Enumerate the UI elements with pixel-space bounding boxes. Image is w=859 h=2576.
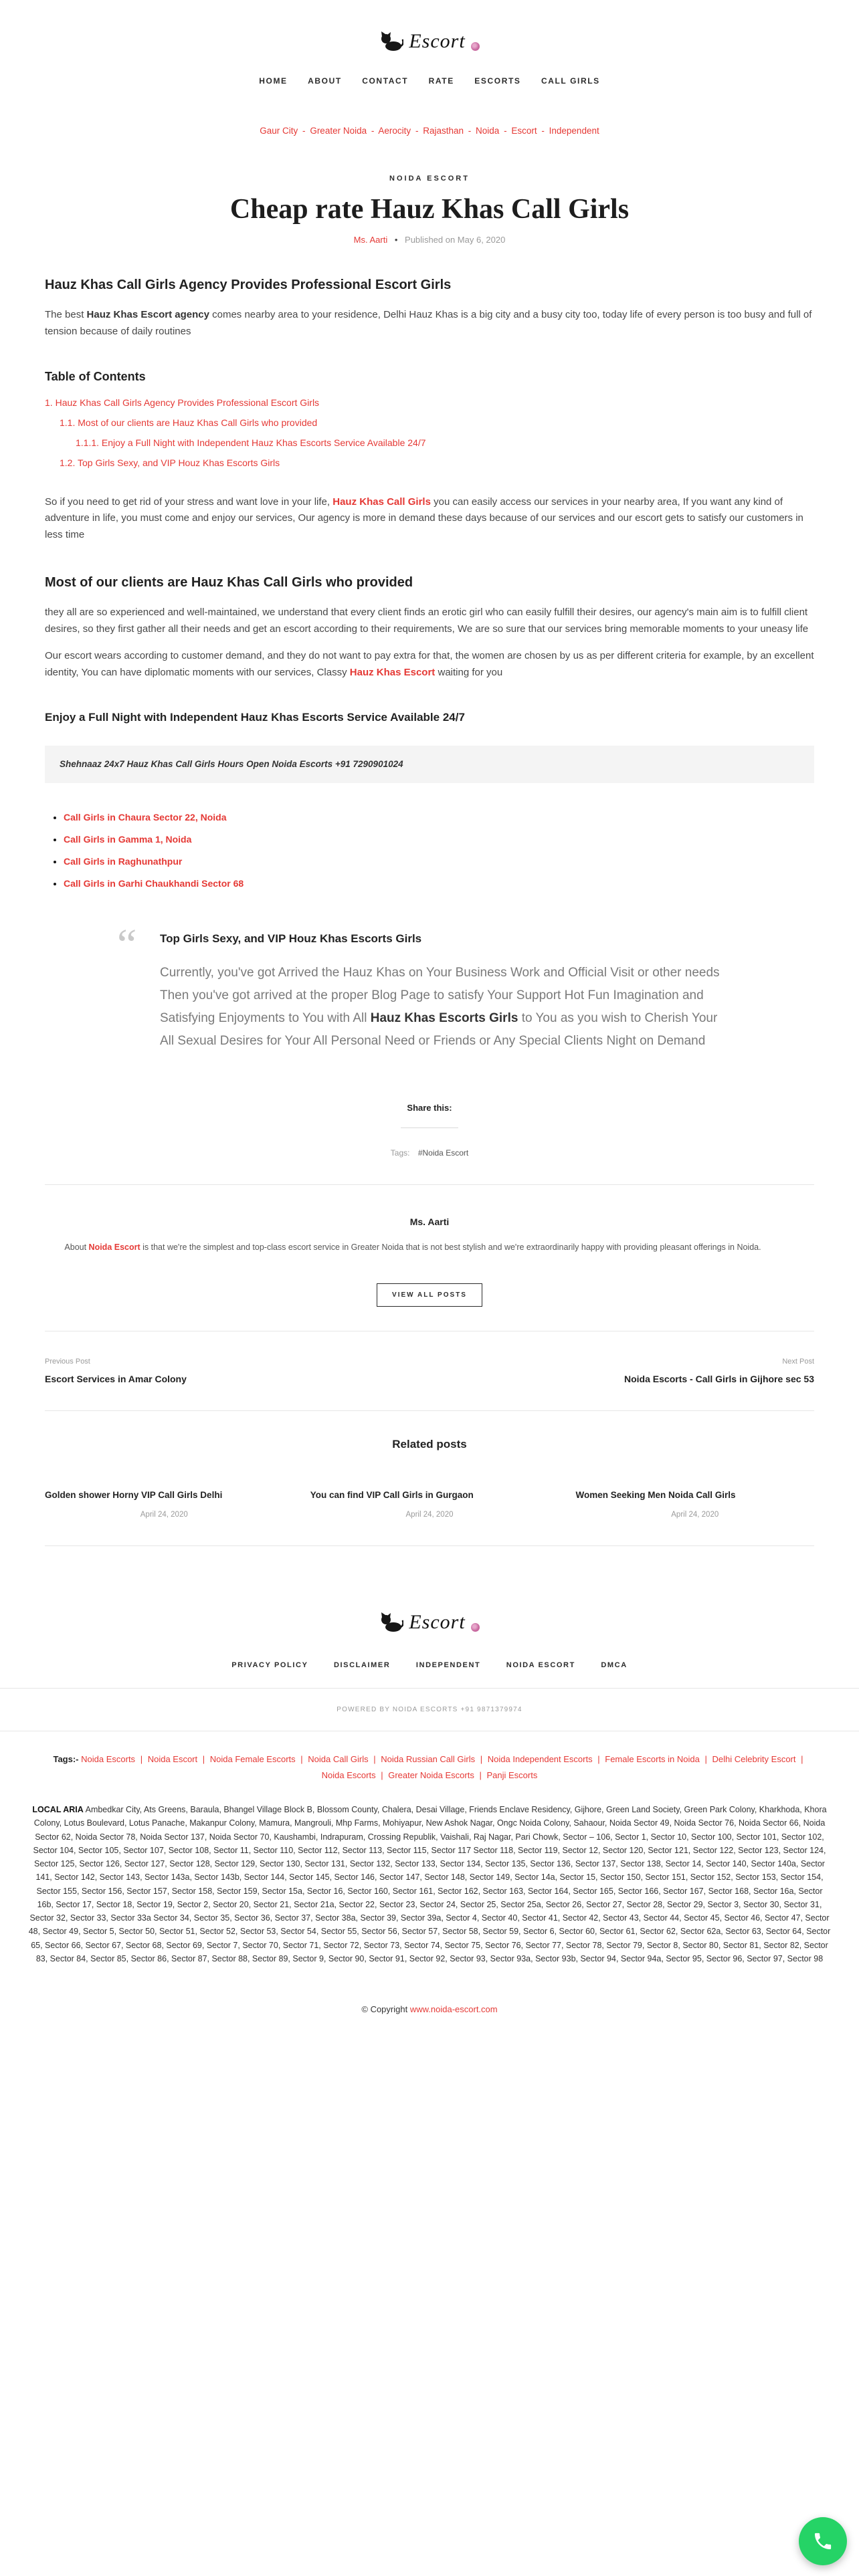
toc-link[interactable]: Hauz Khas Call Girls Agency Provides Professional Escort Girls	[55, 397, 320, 409]
related-post-date: April 24, 2020	[671, 1510, 719, 1519]
footer-tags-label: Tags:-	[53, 1753, 79, 1764]
post-navigation	[45, 1356, 814, 1386]
copyright-text: © Copyright	[361, 2004, 410, 2015]
location-links-list	[64, 810, 814, 891]
crumb-link[interactable]: Escort	[511, 126, 537, 136]
nav-item-home[interactable]: HOME	[259, 76, 288, 86]
toc-number: 1.1.	[60, 417, 76, 429]
tag-link[interactable]: #Noida Escort	[417, 1148, 469, 1158]
local-area-label: LOCAL ARIA	[32, 1805, 84, 1815]
crumb-link[interactable]: Aerocity	[378, 126, 411, 136]
location-link[interactable]: Call Girls in Chaura Sector 22, Noida	[64, 812, 227, 823]
nav-item-call-girls[interactable]: CALL GIRLS	[541, 76, 600, 86]
location-link[interactable]: Call Girls in Raghunathpur	[64, 856, 183, 867]
tag-separator: |	[480, 1753, 483, 1764]
post-tags	[45, 1147, 814, 1160]
quote-heading: Top Girls Sexy, and VIP Houz Khas Escorts Girls	[160, 932, 422, 945]
tag-separator: |	[300, 1753, 303, 1764]
footer-tag-link[interactable]: Noida Escorts	[321, 1770, 376, 1781]
footer-nav-disclaimer[interactable]: DISCLAIMER	[333, 1660, 391, 1669]
footer-tags	[45, 1751, 814, 1784]
phone-icon	[812, 2531, 834, 2552]
footer-tag-link[interactable]: Noida Escort	[147, 1753, 198, 1764]
footer-logo[interactable]	[379, 1612, 479, 1632]
bottom-spacer	[0, 2014, 859, 2121]
footer-tag-link[interactable]: Noida Escorts	[81, 1753, 136, 1764]
toc-title: Table of Contents	[45, 369, 146, 383]
bold-text: Hauz Khas Escorts Girls	[370, 1010, 518, 1025]
section-heading-clients: Most of our clients are Hauz Khas Call Girls who provided	[45, 574, 413, 590]
bold-text: Hauz Khas Escort agency	[86, 309, 209, 320]
related-post-card	[576, 1489, 815, 1521]
footer-nav-noida-escort[interactable]: NOIDA ESCORT	[506, 1660, 575, 1669]
list-item	[64, 876, 814, 891]
location-link[interactable]: Call Girls in Gamma 1, Noida	[64, 834, 192, 845]
text-run: waiting for you	[435, 667, 503, 679]
toc-item	[45, 435, 814, 451]
copyright-link[interactable]: www.noida-escort.com	[409, 2004, 498, 2015]
main-nav	[0, 75, 859, 87]
cat-icon	[379, 1612, 403, 1632]
post-meta	[45, 235, 814, 245]
tag-separator: |	[202, 1753, 205, 1764]
related-post-card	[310, 1489, 549, 1521]
nav-item-contact[interactable]: CONTACT	[362, 76, 409, 86]
footer-tag-link[interactable]: Noida Call Girls	[308, 1753, 369, 1764]
next-post-link[interactable]: Noida Escorts - Call Girls in Gijhore sec 53	[624, 1374, 814, 1385]
crumb-separator: -	[468, 126, 472, 136]
section-heading-full-night: Enjoy a Full Night with Independent Hauz Khas Escorts Service Available 24/7	[45, 710, 465, 724]
paragraph-wears	[45, 648, 814, 681]
call-button[interactable]	[799, 2517, 847, 2565]
related-post-date: April 24, 2020	[405, 1510, 454, 1519]
tag-separator: |	[381, 1770, 383, 1781]
author-bio	[45, 1241, 781, 1255]
view-all-posts-button[interactable]: VIEW ALL POSTS	[377, 1283, 482, 1307]
location-link[interactable]: Call Girls in Garhi Chaukhandi Sector 68	[64, 878, 244, 889]
pink-flower-dot-icon	[471, 42, 480, 51]
toc-link[interactable]: Enjoy a Full Night with Independent Hauz Khas Escorts Service Available 24/7	[101, 437, 426, 449]
crumb-separator: -	[371, 126, 375, 136]
previous-post-label: Previous Post	[45, 1358, 90, 1366]
section-heading-agency: Hauz Khas Call Girls Agency Provides Professional Escort Girls	[45, 278, 452, 292]
crumb-link[interactable]: Noida	[476, 126, 500, 136]
related-post-link[interactable]: Women Seeking Men Noida Call Girls	[575, 1490, 736, 1501]
text-run: comes nearby area to your residence, Delhi Hauz Khas is a big city and a busy city too, today life of every person is too busy and full of tension because of daily routines	[45, 309, 812, 337]
toc-item	[45, 415, 814, 431]
related-post-date: April 24, 2020	[140, 1510, 188, 1519]
inline-link-escort[interactable]: Hauz Khas Escort	[349, 667, 436, 679]
site-footer	[0, 1612, 859, 2121]
quotation-mark-icon: “	[117, 920, 137, 969]
toc-number: 1.	[45, 397, 53, 409]
crumb-link[interactable]: Rajasthan	[423, 126, 464, 136]
footer-tag-link[interactable]: Noida Russian Call Girls	[381, 1753, 476, 1764]
footer-logo-text: Escort	[409, 1610, 466, 1633]
toc-link[interactable]: Most of our clients are Hauz Khas Call Girls who provided	[78, 417, 318, 429]
crumb-link[interactable]: Greater Noida	[310, 126, 367, 136]
footer-tag-link[interactable]: Female Escorts in Noida	[605, 1753, 700, 1764]
text-run: About	[64, 1242, 89, 1252]
powered-by-text: POWERED BY NOIDA ESCORTS +91 9871379974	[337, 1705, 522, 1713]
contact-notice: Shehnaaz 24x7 Hauz Khas Call Girls Hours Open Noida Escorts +91 7290901024	[45, 746, 814, 783]
crumb-separator: -	[415, 126, 419, 136]
nav-item-about[interactable]: ABOUT	[308, 76, 342, 86]
toc-number: 1.1.1.	[76, 437, 100, 449]
toc-number: 1.2.	[60, 457, 76, 469]
tag-separator: |	[479, 1770, 482, 1781]
site-logo[interactable]	[379, 31, 479, 51]
logo-text: Escort	[409, 30, 466, 52]
meta-dot-separator: •	[394, 235, 398, 245]
share-label: Share this:	[407, 1103, 452, 1113]
table-of-contents	[45, 367, 814, 471]
crumb-link[interactable]: Gaur City	[260, 126, 298, 136]
author-name: Ms. Aarti	[409, 1216, 450, 1227]
toc-item	[45, 455, 814, 471]
site-header	[0, 0, 859, 87]
related-posts-grid	[45, 1489, 814, 1521]
divider	[0, 1688, 859, 1689]
nav-item-escorts[interactable]: ESCORTS	[474, 76, 521, 86]
list-item	[64, 832, 814, 847]
post-category[interactable]: NOIDA ESCORT	[389, 175, 470, 183]
author-link[interactable]: Ms. Aarti	[353, 235, 388, 245]
footer-tag-link[interactable]: Noida Independent Escorts	[487, 1753, 593, 1764]
previous-post-link[interactable]: Escort Services in Amar Colony	[45, 1374, 187, 1385]
list-item	[64, 810, 814, 825]
quote-block	[112, 920, 722, 1053]
text-run: Our escort wears according to customer demand, and they do not want to pay extra for that, the women are chosen by us as per different criteria for example, by an excellent identity, You can have diplomatic moments with our services, Classy	[45, 650, 814, 679]
footer-nav-dmca[interactable]: DMCA	[601, 1660, 628, 1669]
footer-tag-link[interactable]: Noida Female Escorts	[209, 1753, 296, 1764]
footer-nav-independent[interactable]: INDEPENDENT	[415, 1660, 481, 1669]
author-box	[45, 1214, 814, 1307]
breadcrumb	[0, 126, 859, 136]
previous-post	[45, 1356, 187, 1386]
footer-tag-link[interactable]: Greater Noida Escorts	[388, 1770, 474, 1781]
author-bio-link[interactable]: Noida Escort	[88, 1242, 140, 1252]
nav-item-rate[interactable]: RATE	[428, 76, 454, 86]
cat-icon	[379, 31, 403, 51]
text-run: is that we're the simplest and top-class escort service in Greater Noida that is not best stylish and we're extraordinarily happy with providing pleasant offerings in Noida.	[140, 1242, 761, 1252]
local-area-text	[28, 1803, 831, 1965]
inline-link-call-girls[interactable]: Hauz Khas Call Girls	[332, 496, 431, 508]
crumb-separator: -	[302, 126, 306, 136]
main-content	[45, 175, 814, 1546]
tag-separator: |	[373, 1753, 376, 1764]
local-area-list: Ambedkar City, Ats Greens, Baraula, Bhangel Village Block B, Blossom County, Chalera, Desai Village, Friends Enclave Residency, Gijhore, Green Land Society, Green Park Colony, Kharkhoda, Khora Colony, Lotus Boulevard, Lotus Panache, Makanpur Colony, Mamura, Mangrouli, Mhp Farms, Mohiyapur, New Ashok Nagar, Ongc Noida Colony, Sahaour, Noida Sector 49, Noida Sector 76, Noida Sector 66, Noida Sector 62, Noida Sector 78, Noida Sector 137, Noida Sector 70, Kaushambi, Indrapuram, Crossing Republik, Vaishali, Raj Nagar, Pari Chowk, Sector – 106, Sector 1, Sector 10, Sector 100, Sector 101, Sector 102, Sector 104, Sector 105, Sector 107, Sector 108, Sector 11, Sector 110, Sector 112, Sector 113, Sector 115, Sector 117 Sector 118, Sector 119, Sector 12, Sector 120, Sector 121, Sector 122, Sector 123, Sector 124, Sector 125, Sector 126, Sector 127, Sector 128, Sector 129, Sector 130, Sector 131, Sector 132, Sector 133, Sector 134, Sector 135, Sector 136, Sector 137, Sector 138, Sector 14, Sector 140, Sector 140a, Sector 141, Sector 142, Sector 143, Sector 143a, Sector 143b, Sector 144, Sector 145, Sector 146, Sector 147, Sector 148, Sector 149, Sector 14a, Sector 15, Sector 150, Sector 151, Sector 152, Sector 153, Sector 154, Sector 155, Sector 156, Sector 157, Sector 158, Sector 159, Sector 15a, Sector 16, Sector 160, Sector 161, Sector 162, Sector 163, Sector 164, Sector 165, Sector 166, Sector 167, Sector 168, Sector 16a, Sector 16b, Sector 17, Sector 18, Sector 19, Sector 2, Sector 20, Sector 21, Sector 21a, Sector 22, Sector 23, Sector 24, Sector 25, Sector 25a, Sector 26, Sector 27, Sector 28, Sector 29, Sector 3, Sector 30, Sector 31, Sector 32, Sector 33, Sector 33a Sector 34, Sector 35, Sector 36, Sector 37, Sector 38a, Sector 39, Sector 39a, Sector 4, Sector 40, Sector 41, Sector 42, Sector 43, Sector 44, Sector 45, Sector 46, Sector 47, Sector 48, Sector 49, Sector 5, Sector 50, Sector 51, Sector 52, Sector 53, Sector 54, Sector 55, Sector 56, Sector 57, Sector 58, Sector 59, Sector 6, Sector 60, Sector 61, Sector 62, Sector 62a, Sector 63, Sector 64, Sector 65, Sector 66, Sector 67, Sector 68, Sector 69, Sector 7, Sector 70, Sector 71, Sector 72, Sector 73, Sector 74, Sector 75, Sector 76, Sector 77, Sector 78, Sector 79, Sector 8, Sector 80, Sector 81, Sector 82, Sector 83, Sector 84, Sector 85, Sector 86, Sector 87, Sector 88, Sector 89, Sector 9, Sector 90, Sector 91, Sector 92, Sector 93, Sector 93a, Sector 93b, Sector 94, Sector 94a, Sector 95, Sector 96, Sector 97, Sector 98	[28, 1805, 831, 1963]
tag-separator: |	[597, 1753, 600, 1764]
related-posts-title: Related posts	[392, 1438, 467, 1451]
crumb-separator: -	[504, 126, 507, 136]
footer-nav	[0, 1658, 859, 1671]
crumb-separator: -	[541, 126, 545, 136]
next-post	[624, 1356, 814, 1386]
next-post-label: Next Post	[782, 1358, 814, 1366]
text-run: you can easily access our services in your nearby area, If you want any kind of adventure in life, you must come and enjoy our services, Our agency is more in demand these days because of our services and our escort gets to satisfy our customers in less time	[45, 496, 803, 541]
copyright	[0, 2004, 859, 2014]
paragraph-experienced: they all are so experienced and well-maintained, we understand that every client finds an erotic girl who can easily fulfill their desires, our agency's main aim is to fulfill client desires, so they first gather all their needs and get an escort according to their requirements, We are so sure that our services bring memorable moments to your uneasy life	[45, 606, 809, 635]
divider	[45, 1545, 814, 1546]
footer-tag-link[interactable]: Panji Escorts	[486, 1770, 538, 1781]
tags-label: Tags:	[390, 1148, 410, 1158]
paragraph-intro	[45, 307, 814, 340]
page-title: Cheap rate Hauz Khas Call Girls	[229, 194, 630, 225]
divider	[45, 1410, 814, 1411]
related-posts	[45, 1435, 814, 1521]
tag-separator: |	[704, 1753, 707, 1764]
quote-text	[160, 962, 722, 1053]
list-item	[64, 854, 814, 869]
toc-link[interactable]: Top Girls Sexy, and VIP Houz Khas Escorts Girls	[78, 457, 280, 469]
crumb-link[interactable]: Independent	[549, 126, 599, 136]
footer-tag-link[interactable]: Delhi Celebrity Escort	[712, 1753, 796, 1764]
paragraph-stress	[45, 494, 814, 544]
tag-separator: |	[140, 1753, 143, 1764]
tag-separator: |	[801, 1753, 803, 1764]
toc-list	[45, 395, 814, 471]
divider	[45, 1184, 814, 1185]
pink-flower-dot-icon	[471, 1623, 480, 1632]
share-section	[45, 1101, 814, 1128]
toc-item	[45, 395, 814, 411]
footer-nav-privacy-policy[interactable]: PRIVACY POLICY	[231, 1660, 308, 1669]
text-run: So if you need to get rid of your stress and want love in your life,	[45, 496, 333, 508]
related-post-link[interactable]: You can find VIP Call Girls in Gurgaon	[310, 1490, 474, 1501]
related-post-card	[45, 1489, 284, 1521]
text-run: to You as you wish to Cherish Your All Sexual Desires for Your All Personal Need or Friends or Any Special Clients Night on Demand	[160, 1010, 718, 1049]
related-post-link[interactable]: Golden shower Horny VIP Call Girls Delhi	[45, 1490, 223, 1501]
article-body	[45, 274, 814, 1546]
text-run: The best	[45, 309, 87, 320]
publish-date: Published on May 6, 2020	[405, 235, 506, 245]
text-run: Currently, you've got Arrived the Hauz Khas on Your Business Work and Official Visit or other needs Then you've got arrived at the proper Blog Page to satisfy Your Support Hot Fun Imagination and Satisfying Enjoyments to You with All	[160, 965, 720, 1025]
